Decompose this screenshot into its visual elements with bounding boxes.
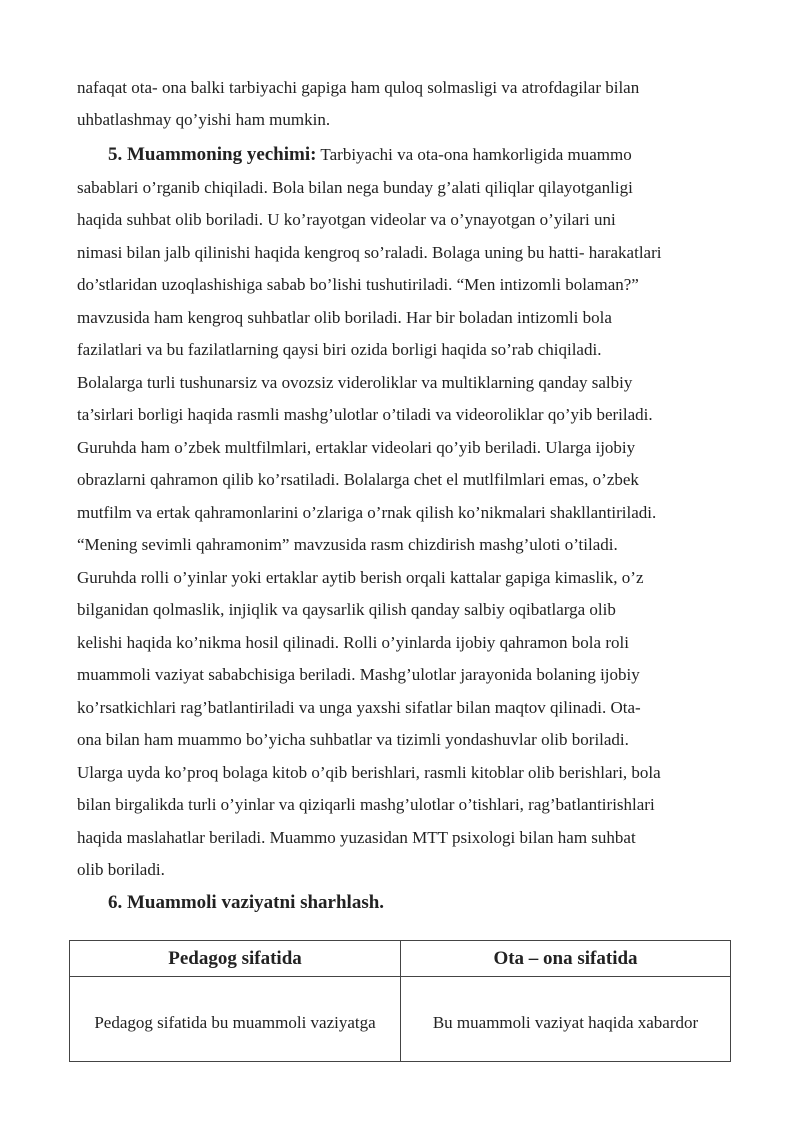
text-line: uhbatlashmay qo’yishi ham mumkin. bbox=[77, 110, 331, 129]
text-line: do’stlaridan uzoqlashishiga sabab bo’lishi tushutiriladi. “Men intizomli bolaman?” bbox=[77, 275, 639, 294]
text-line: haqida suhbat olib boriladi. U ko’rayotgan videolar va o’ynayotgan o’yilari uni bbox=[77, 210, 616, 229]
text-line: sabablari o’rganib chiqiladi. Bola bilan nega bunday g’alati qiliqlar qilayotganligi bbox=[77, 178, 633, 197]
text-line: mavzusida ham kengroq suhbatlar olib boriladi. Har bir boladan intizomli bola bbox=[77, 308, 612, 327]
section5-first-line bbox=[108, 145, 632, 165]
text-line: mutfilm va ertak qahramonlarini o’zlariga o’rnak qilish ko’nikmalari shakllantiriladi. bbox=[77, 503, 657, 522]
text-line: bilganidan qolmaslik, injiqlik va qaysarlik qilish qanday salbiy oqibatlarga olib bbox=[77, 600, 616, 619]
section5-first-text: Tarbiyachi va ota-ona hamkorligida muammo bbox=[316, 145, 632, 164]
text-line: nimasi bilan jalb qilinishi haqida kengroq so’raladi. Bolaga uning bu hatti- harakatlari bbox=[77, 243, 662, 262]
text-line: bilan birgalikda turli o’yinlar va qiziqarli mashg’ulotlar o’tishlari, rag’batlantirishlari bbox=[77, 795, 655, 814]
table-header-row bbox=[70, 941, 731, 977]
table-header-parent: Ota – ona sifatida bbox=[401, 941, 731, 977]
text-line: olib boriladi. bbox=[77, 860, 165, 879]
table-cell: Bu muammoli vaziyat haqida xabardor bbox=[401, 977, 731, 1062]
text-line: Ularga uyda ko’proq bolaga kitob o’qib berishlari, rasmli kitoblar olib berishlari, bola bbox=[77, 763, 661, 782]
section5-heading: 5. Muammoning yechimi: bbox=[108, 144, 317, 165]
text-line: fazilatlari va bu fazilatlarning qaysi biri ozida borligi haqida so’rab chiqiladi. bbox=[77, 340, 602, 359]
text-line: Guruhda rolli o’yinlar yoki ertaklar aytib berish orqali kattalar gapiga kimaslik, o’z bbox=[77, 568, 644, 587]
text-line: ona bilan ham muammo bo’yicha suhbatlar va tizimli yondashuvlar olib boriladi. bbox=[77, 730, 629, 749]
table-row bbox=[70, 977, 731, 1062]
text-line: nafaqat ota- ona balki tarbiyachi gapiga ham quloq solmasligi va atrofdagilar bilan bbox=[77, 78, 640, 97]
text-line: ko’rsatkichlari rag’batlantiriladi va unga yaxshi sifatlar bilan maqtov qilinadi. Ota- bbox=[77, 698, 641, 717]
text-line: Guruhda ham o’zbek multfilmlari, ertaklar videolari qo’yib beriladi. Ularga ijobiy bbox=[77, 438, 636, 457]
text-line: Bolalarga turli tushunarsiz va ovozsiz videroliklar va multiklarning qanday salbiy bbox=[77, 373, 633, 392]
text-line: haqida maslahatlar beriladi. Muammo yuzasidan MTT psixologi bilan ham suhbat bbox=[77, 828, 636, 847]
text-line: ta’sirlari borligi haqida rasmli mashg’ulotlar o’tiladi va videoroliklar qo’yib beriladi. bbox=[77, 405, 653, 424]
section6-heading: 6. Muammoli vaziyatni sharhlash. bbox=[108, 892, 385, 913]
table-cell: Pedagog sifatida bu muammoli vaziyatga bbox=[70, 977, 401, 1062]
text-line: muammoli vaziyat sababchisiga beriladi. Mashg’ulotlar jarayonida bolaning ijobiy bbox=[77, 665, 640, 684]
table-header-pedagog: Pedagog sifatida bbox=[70, 941, 401, 977]
text-line: kelishi haqida ko’nikma hosil qilinadi. Rolli o’yinlarda ijobiy qahramon bola roli bbox=[77, 633, 629, 652]
text-line: obrazlarni qahramon qilib ko’rsatiladi. Bolalarga chet el mutlfilmlari emas, o’zbek bbox=[77, 470, 639, 489]
text-line: “Mening sevimli qahramonim” mavzusida rasm chizdirish mashg’uloti o’tiladi. bbox=[77, 535, 618, 554]
comparison-table bbox=[69, 940, 731, 1062]
